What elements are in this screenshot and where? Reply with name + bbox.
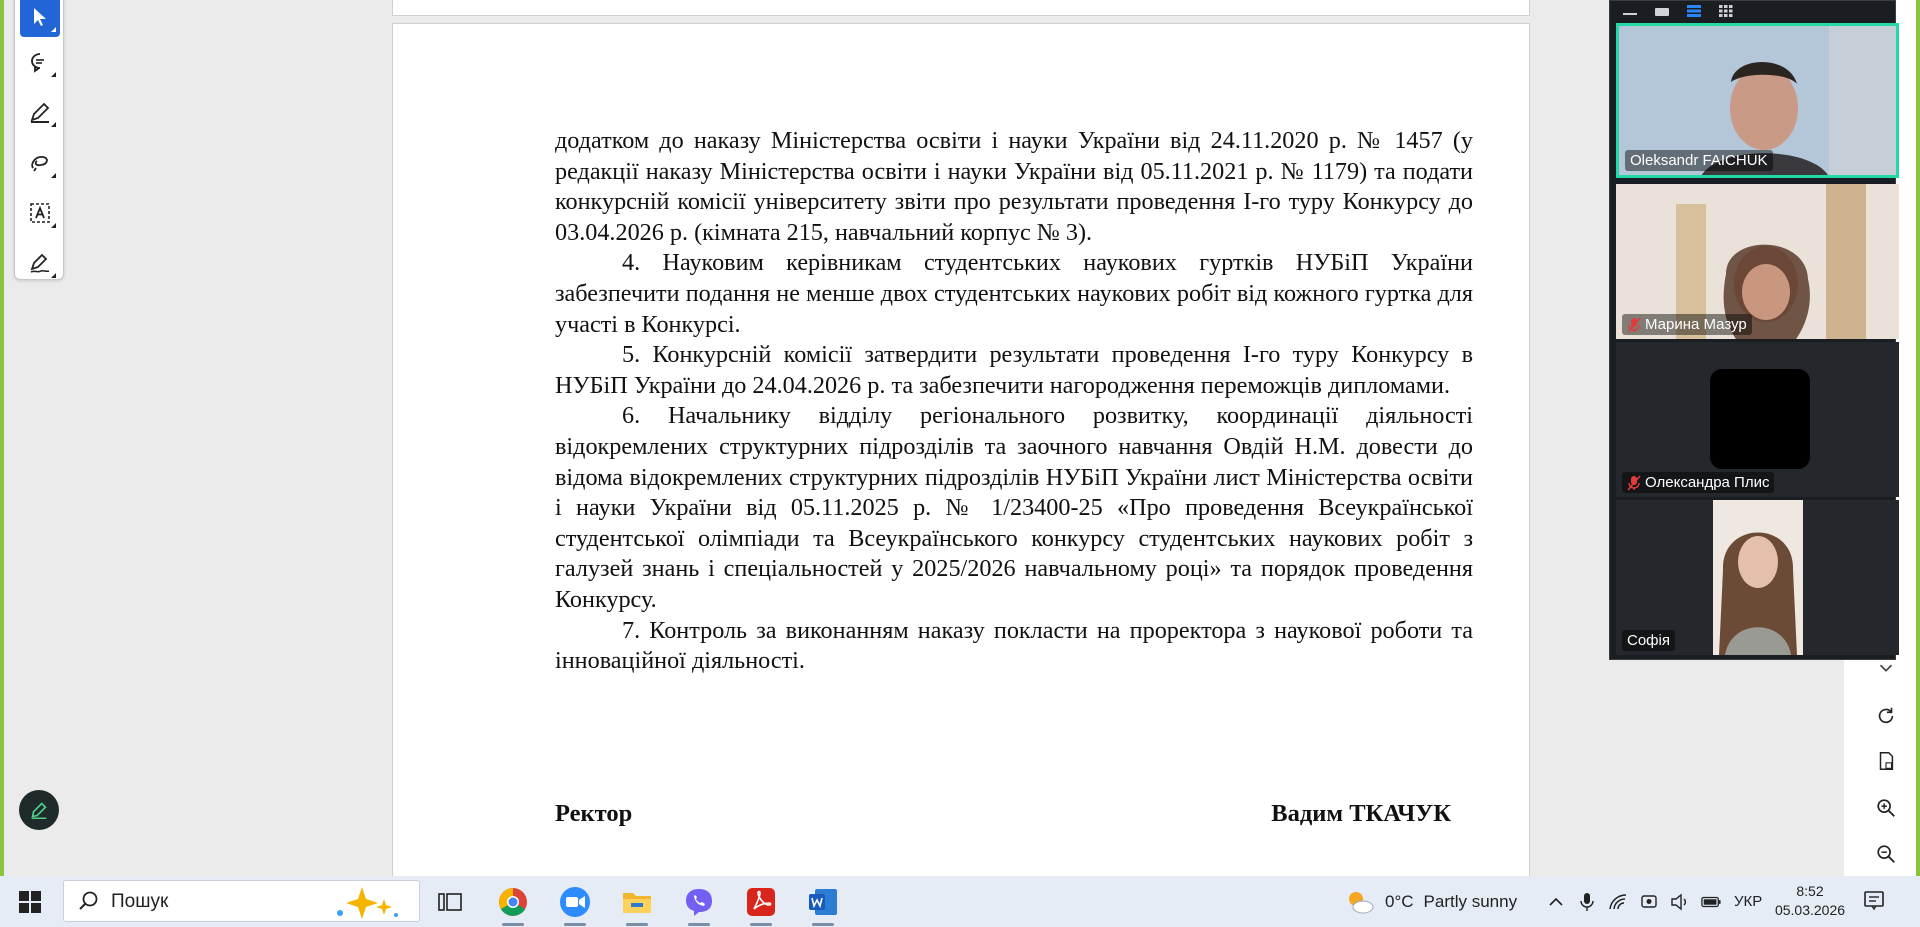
draw-tool[interactable]: [20, 143, 60, 183]
search-placeholder: Пошук: [111, 891, 169, 912]
system-tray: [1546, 876, 1762, 927]
participant-video-off: [1710, 369, 1810, 469]
taskbar-task-view[interactable]: [427, 882, 473, 922]
wifi-icon: [1608, 893, 1628, 911]
mic-muted-icon: [1627, 475, 1641, 491]
pdf-document-area[interactable]: [4, 0, 1844, 876]
page-fit-button[interactable]: [1856, 741, 1916, 781]
camera-in-use-icon: [1640, 893, 1658, 911]
copilot-sparkle-icon: [332, 885, 402, 919]
tray-microphone[interactable]: [1577, 892, 1597, 912]
paragraph-item-4-text: 4. Науковим керівникам студентських наукових гуртків НУБіП України забезпечити подання не менше двох студентських наукових робіт від кожного гуртка для участі в Конкурсі.: [555, 249, 1473, 338]
chrome-icon: [498, 887, 528, 917]
paragraph-item-5: 5. Конкурсній комісії затвердити результати проведення І-го туру Конкурсу в НУБіП України до 24.04.2026 р. та забезпечити нагородження переможців дипломами.: [555, 341, 1473, 399]
document-text[interactable]: [555, 126, 1473, 677]
taskbar-viber[interactable]: [676, 882, 722, 922]
paragraph-item-4: [555, 248, 1473, 340]
start-button[interactable]: [8, 884, 52, 920]
participant-tile[interactable]: [1616, 23, 1899, 178]
microphone-icon: [1580, 892, 1594, 912]
input-language[interactable]: УКР: [1734, 893, 1763, 910]
clock-date: 05.03.2026: [1774, 902, 1846, 918]
zoom-in-icon: [1875, 797, 1897, 819]
partly-sunny-icon: [1345, 888, 1375, 916]
participant-name: Софія: [1622, 630, 1675, 651]
freehand-icon: [28, 151, 52, 175]
chevron-down-icon: [1875, 657, 1897, 679]
taskbar-chrome[interactable]: [490, 882, 536, 922]
taskbar-word[interactable]: [800, 882, 846, 922]
zoom-out-button[interactable]: [1856, 834, 1916, 874]
meeting-gallery: [1609, 0, 1896, 660]
comment-icon: [28, 50, 52, 74]
search-icon: [78, 890, 100, 912]
participant-tile[interactable]: [1616, 500, 1899, 655]
clock-time: 8:52: [1796, 883, 1824, 899]
sign-tool[interactable]: [20, 243, 60, 283]
pen-icon: [28, 100, 52, 124]
taskbar-clock[interactable]: [1770, 882, 1850, 920]
participant-name: Oleksandr FAICHUK: [1625, 150, 1773, 171]
volume-icon: [1670, 893, 1690, 911]
battery-icon: [1701, 896, 1721, 908]
zoom-in-button[interactable]: [1856, 788, 1916, 828]
taskbar-search[interactable]: [63, 880, 420, 922]
signature-block: [555, 800, 1451, 828]
comment-tool[interactable]: [20, 42, 60, 82]
tray-battery[interactable]: [1701, 892, 1721, 912]
text-box-tool[interactable]: [20, 193, 60, 233]
rotate-icon: [1875, 705, 1897, 727]
participant-name: Олександра Плис: [1622, 472, 1774, 493]
tray-camera[interactable]: [1639, 892, 1659, 912]
rotate-button[interactable]: [1856, 696, 1916, 736]
text-box-icon: [28, 201, 52, 225]
paragraph-continuation: додатком до наказу Міністерства освіти і науки України від 24.11.2020 р. № 1457 (у редакції наказу Міністерства освіти і науки України від 05.11.2021 р. № 1179) та подати конкурсній комісії університету звіти про результати проведення І-го туру Конкурсу до 03.04.2026 р. (кімната 215, навчальний корпус № 3).: [555, 127, 1473, 246]
weather-temp: 0°C: [1385, 892, 1414, 911]
zoom-icon: [559, 886, 591, 918]
page-fit-icon: [1875, 750, 1897, 772]
notification-center-button[interactable]: [1862, 888, 1886, 912]
taskbar-acrobat[interactable]: [738, 882, 784, 922]
word-icon: [807, 887, 839, 917]
signature-title: Ректор: [555, 800, 633, 827]
tray-overflow-button[interactable]: [1546, 892, 1566, 912]
tray-volume[interactable]: [1670, 892, 1690, 912]
signature-name: Вадим ТКАЧУК: [1271, 800, 1451, 827]
taskbar-file-explorer[interactable]: [614, 882, 660, 922]
taskbar-weather[interactable]: [1345, 884, 1517, 920]
task-view-icon: [438, 891, 462, 913]
previous-page: [392, 0, 1530, 16]
app-window: [4, 0, 1916, 876]
weather-condition: Partly sunny: [1423, 892, 1518, 911]
grid-view-icon[interactable]: [1718, 4, 1734, 18]
taskbar-zoom[interactable]: [552, 882, 598, 922]
mic-muted-icon: [1627, 317, 1641, 333]
signature-icon: [28, 251, 52, 275]
paragraph-item-7: 7. Контроль за виконанням наказу покласти на проректора з наукової роботи та інноваційної діяльності.: [555, 616, 1473, 675]
participant-video: [1713, 500, 1803, 655]
cursor-icon: [28, 5, 52, 29]
zoom-out-icon: [1875, 843, 1897, 865]
participant-tile[interactable]: [1616, 342, 1899, 497]
acrobat-icon: [746, 887, 776, 917]
gallery-view-options: [1610, 1, 1897, 21]
windows-taskbar: [0, 876, 1920, 927]
viber-icon: [684, 887, 714, 917]
participant-tile[interactable]: [1616, 184, 1899, 339]
windows-icon: [19, 891, 41, 913]
minimize-icon[interactable]: [1622, 5, 1638, 17]
highlight-tool[interactable]: [20, 92, 60, 132]
folder-icon: [622, 889, 652, 915]
speaker-view-icon[interactable]: [1654, 5, 1670, 17]
edit-button[interactable]: [19, 790, 59, 830]
tray-network[interactable]: [1608, 892, 1628, 912]
notification-icon: [1862, 888, 1886, 912]
chevron-up-icon: [1548, 897, 1564, 907]
annotation-toolbar: [14, 0, 64, 280]
pdf-page[interactable]: [392, 23, 1530, 876]
select-tool[interactable]: [20, 0, 60, 37]
strip-view-icon[interactable]: [1686, 4, 1702, 18]
paragraph-item-6: 6. Начальнику відділу регіонального розвитку, координації діяльності відокремлених структурних підрозділів та заочного навчання Овдій Н.М. довести до відома відокремлених структурних підрозділів НУБіП України лист Міністерства освіти і науки України від 05.11.2025 р. № 1/23400-25 «Про проведення Всеукраїнської студентської олімпіади та Всеукраїнського конкурсу студентських наукових робіт з галузей знань і спеціальностей у 2025/2026 навчальному році» та порядок проведення Конкурсу.: [555, 402, 1473, 613]
edit-icon: [28, 799, 50, 821]
participant-name: Марина Мазур: [1622, 314, 1752, 335]
